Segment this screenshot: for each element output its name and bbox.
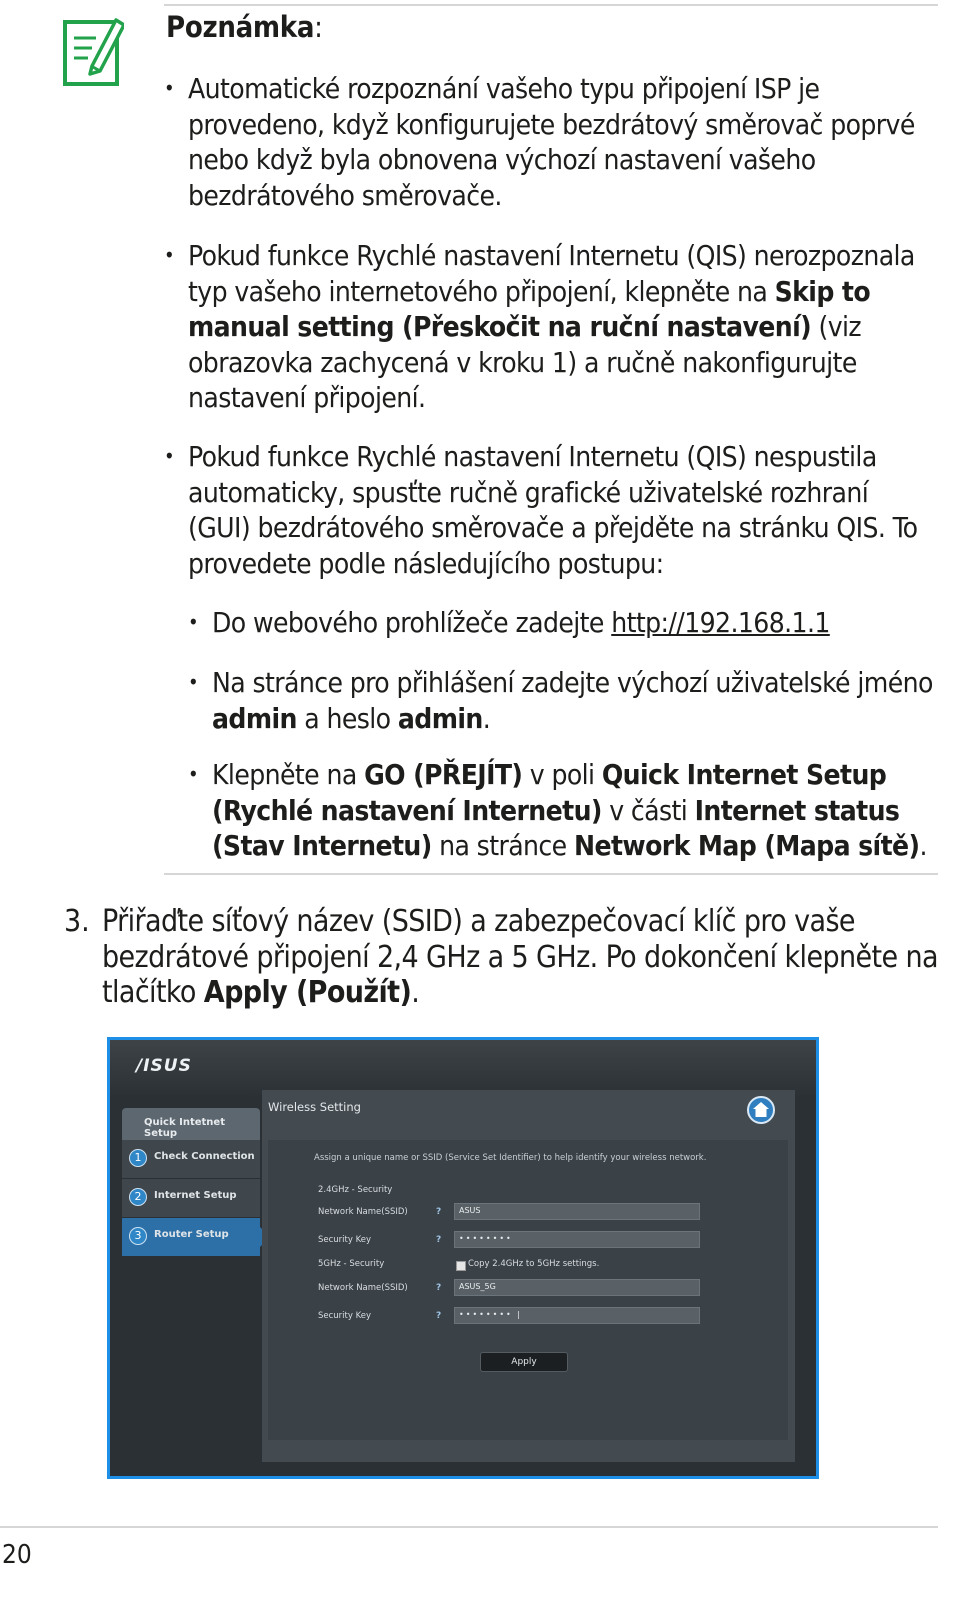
step-1-icon: 1 [129,1149,147,1167]
key-5-label: Security Key [318,1311,372,1321]
panel-body [268,1140,788,1440]
apply-button[interactable]: Apply [480,1352,568,1372]
sidebar-item-label: Internet Setup [154,1190,237,1201]
wireless-setting-panel [262,1090,795,1462]
sidebar-item-internet-setup[interactable] [122,1179,260,1217]
help-icon[interactable]: ? [436,1207,442,1217]
copy-settings-label: Copy 2.4GHz to 5GHz settings. [468,1259,600,1269]
router-url-link[interactable]: http://192.168.1.1 [611,606,830,639]
qis-sidebar [122,1108,260,1248]
asus-logo: /ISUS [136,1056,192,1076]
sidebar-header: Quick Intetnet Setup [122,1108,260,1140]
note-bottom-rule [164,873,938,875]
note-subbullet-1: • Do webového prohlížeče zadejte http://192.168.1.1 [212,605,938,641]
ssid-5-label: Network Name(SSID) [318,1283,408,1293]
note-bullet-2: • Pokud funkce Rychlé nastavení Internetu (QIS) nerozpoznala typ vašeho internetového připojení, klepněte na Skip to manual setting (Přeskočit na ruční nastavení) (viz obrazovka zachycená v kroku 1) a ručně nakonfigurujte nastavení připojení. [188,238,928,416]
home-icon[interactable] [747,1096,775,1124]
help-icon[interactable]: ? [436,1283,442,1293]
key-5-input[interactable]: •••••••• | [454,1307,700,1324]
note-bullet-3: • Pokud funkce Rychlé nastavení Internetu (QIS) nespustila automaticky, spusťte ručně grafické uživatelské rozhraní (GUI) bezdrátového směrovače a přejděte na stránku QIS. To provedete podle následujícího postupu: [188,439,928,581]
key-24-label: Security Key [318,1235,372,1245]
note-subbullet-3: • Klepněte na GO (PŘEJÍT) v poli Quick Internet Setup (Rychlé nastavení Internetu) v části Internet status (Stav Internetu) na stránce Network Map (Mapa sítě). [212,757,938,864]
note-subbullet-2: • Na stránce pro přihlášení zadejte výchozí uživatelské jméno admin a heslo admin. [212,665,938,736]
section-24ghz-label: 2.4GHz - Security [318,1185,393,1195]
note-top-rule [164,4,938,6]
sidebar-item-label: Check Connection [154,1151,255,1162]
key-24-input[interactable]: •••••••• [454,1231,700,1248]
step-2-icon: 2 [129,1188,147,1206]
ssid-24-label: Network Name(SSID) [318,1207,408,1217]
note-title: Poznámka: [166,10,323,44]
note-bullet-1: • Automatické rozpoznání vašeho typu připojení ISP je provedeno, když konfigurujete bezdrátový směrovač poprvé nebo když byla obnovena výchozí nastavení vašeho bezdrátového směrovače. [188,71,928,213]
ssid-5-input[interactable]: ASUS_5G [454,1279,700,1296]
sidebar-item-check-connection[interactable] [122,1140,260,1178]
panel-description: Assign a unique name or SSID (Service Set Identifier) to help identify your wireless network. [314,1153,707,1163]
panel-title: Wireless Setting [268,1100,361,1114]
sidebar-item-label: Router Setup [154,1229,229,1240]
router-setup-screenshot [107,1037,819,1479]
page-number: 20 [2,1540,32,1570]
copy-settings-checkbox[interactable] [456,1261,466,1271]
help-icon[interactable]: ? [436,1235,442,1245]
ssid-24-input[interactable]: ASUS [454,1203,700,1220]
sidebar-item-router-setup[interactable] [122,1218,260,1256]
step-3-text: Přiřaďte síťový název (SSID) a zabezpečovací klíč pro vaše bezdrátové připojení 2,4 GHz a 5 GHz. Po dokončení klepněte na tlačítko Apply (Použít). [102,904,938,1010]
note-pencil-icon [62,14,124,88]
help-icon[interactable]: ? [436,1311,442,1321]
footer-rule [0,1526,938,1528]
step-3-icon: 3 [129,1227,147,1245]
step-number: 3. [64,904,90,939]
section-5ghz-label: 5GHz - Security [318,1259,385,1269]
